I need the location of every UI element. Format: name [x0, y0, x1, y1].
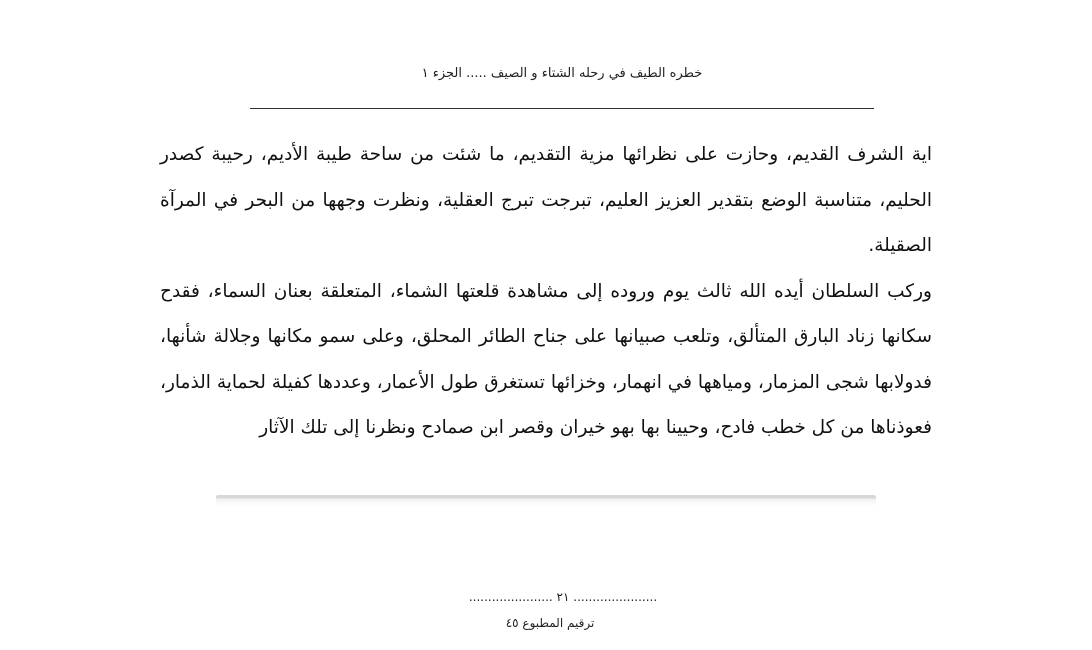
paragraph-1: اية الشرف القديم، وحازت على نظرائها مزية التقديم، ما شئت من ساحة طيبة الأديم، رحيبة كصدر الحليم، متناسبة الوضع بتقدير العزيز العليم، تبرجت تبرج العقلية، ونظرت وجهها من البحر في المرآة الصقيلة.	[160, 144, 932, 256]
header-divider	[250, 108, 874, 109]
paragraph-2: وركب السلطان أيده الله ثالث يوم وروده إلى مشاهدة قلعتها الشماء، المتعلقة بعنان السماء، فقدح سكانها زناد البارق المتألق، وتلعب صبيانها على جناح الطائر المحلق، وعلى سمو مكانها وجلالة شأنها، فدولابها شجى المزمار، ومياهها في انهمار، وخزائها تستغرق طول الأعمار، وعددها كفيلة لحماية الذمار، فعوذناها من كل خطب فادح، وحيينا بها بهو خيران وقصر ابن صمادح ونظرنا إلى تلك الآثار	[160, 280, 932, 438]
page-number: ...................... ٢١ ......................	[468, 590, 658, 604]
running-header: خطره الطيف في رحله الشتاء و الصيف ..... الجزء ١	[421, 66, 703, 81]
body-text	[160, 132, 932, 451]
footer-divider	[216, 495, 876, 507]
printed-page-number: ترقيم المطبوع ٤٥	[505, 616, 595, 630]
